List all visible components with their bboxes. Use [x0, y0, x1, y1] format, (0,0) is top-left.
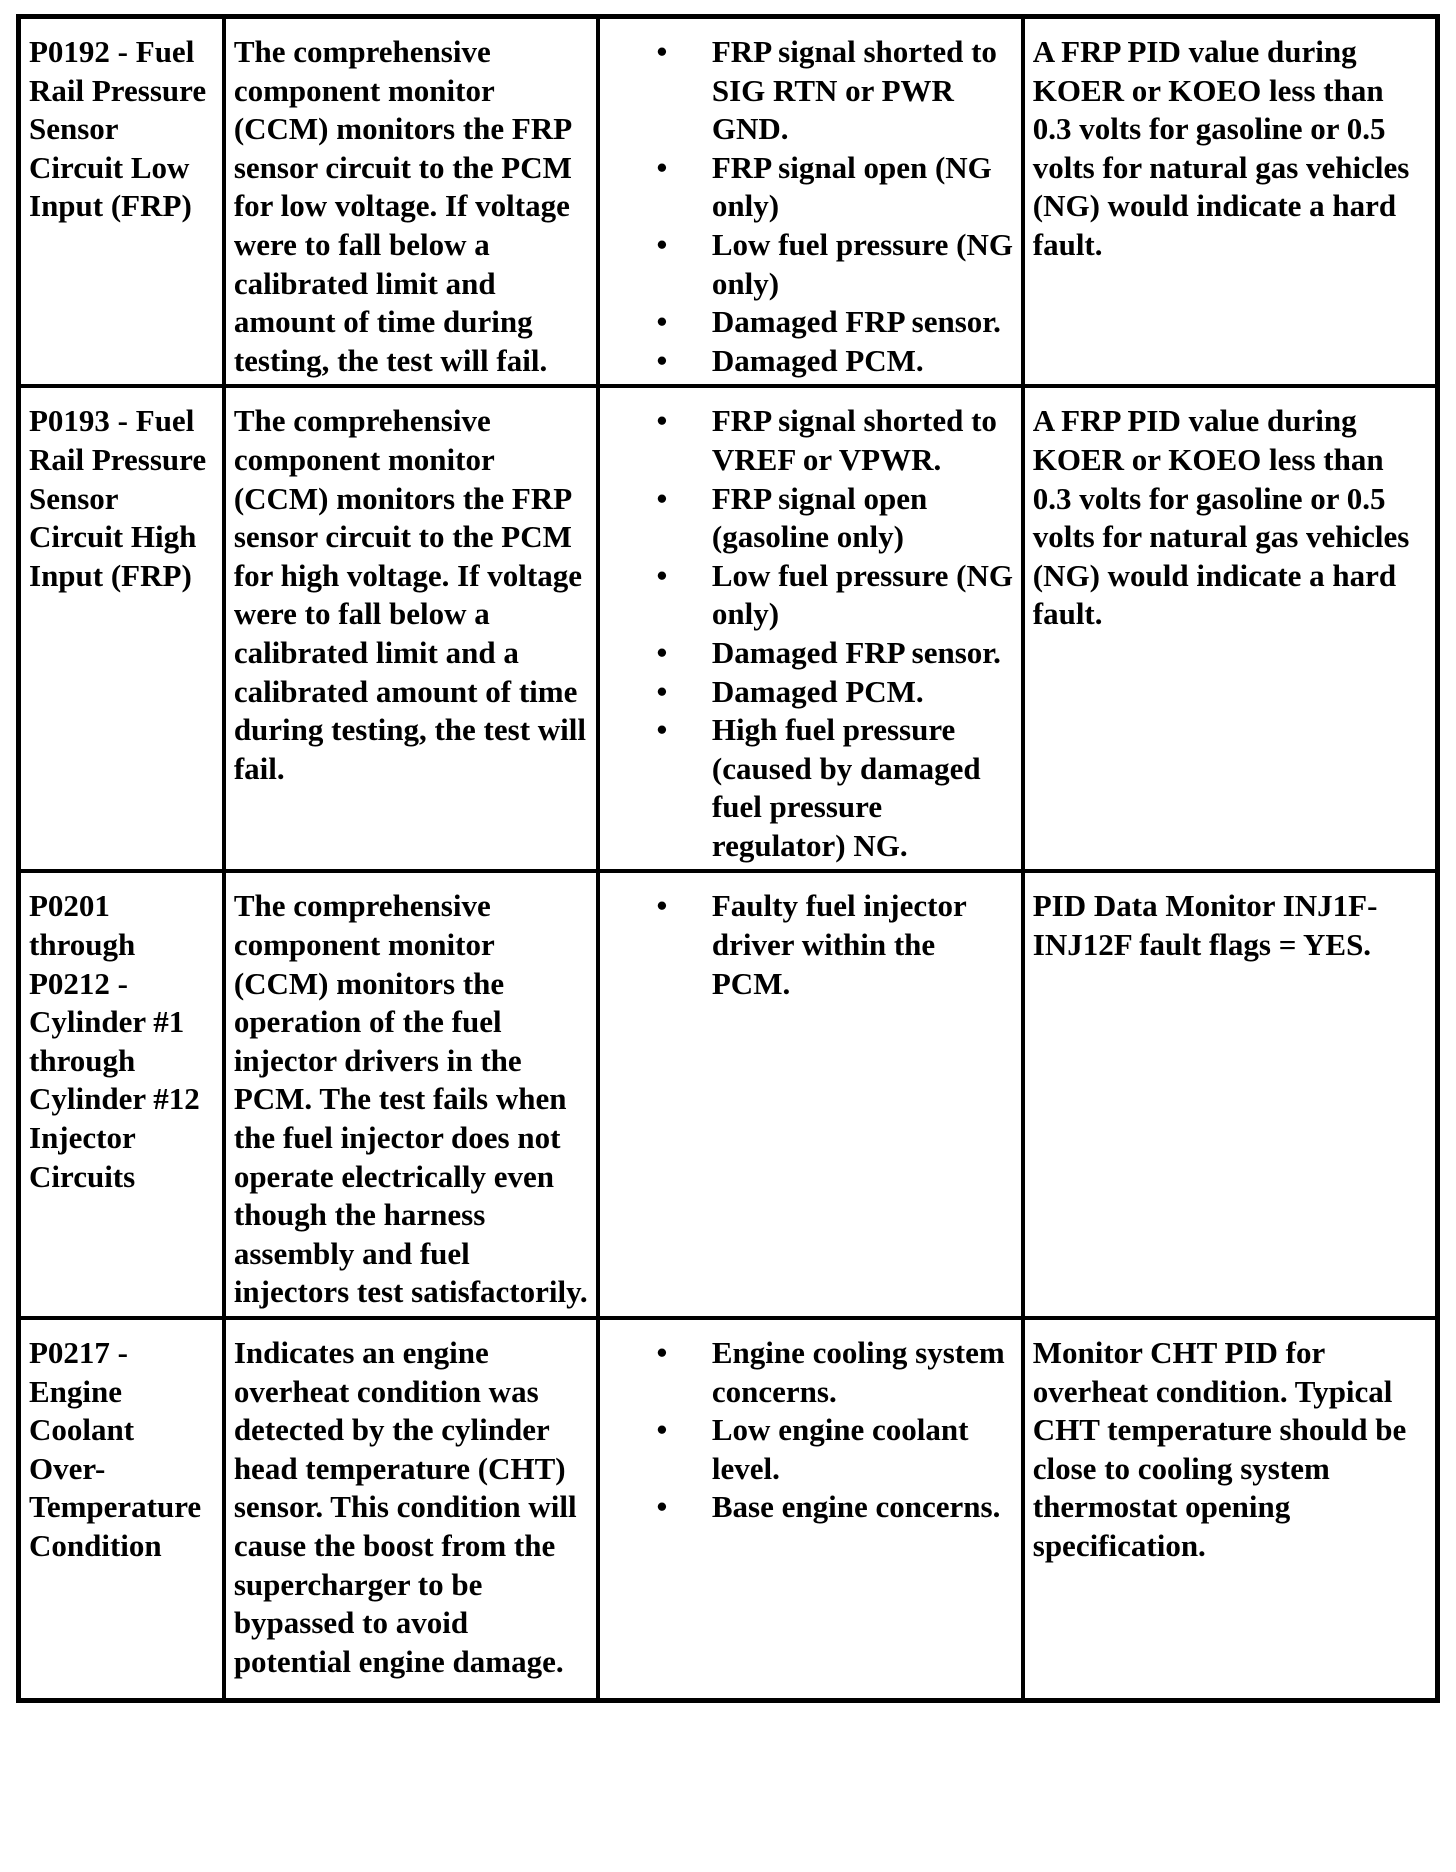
list-item: • Damaged PCM.: [608, 342, 1015, 381]
causes-list: [608, 1334, 1015, 1527]
dtc-table: [16, 14, 1440, 1703]
table-row: [19, 386, 1438, 871]
dtc-code-cell: P0201 through P0212 - Cylinder #1 through Cylinder #12 Injector Circuits: [19, 871, 224, 1318]
list-item: • Damaged FRP sensor.: [608, 634, 1015, 673]
list-item: • Faulty fuel injector driver within the PCM.: [608, 887, 1015, 1003]
description-cell: Indicates an engine overheat condition was detected by the cylinder head temperature (CHT) sensor. This condition will cause the boost from the supercharger to be bypassed to avoid potential engine damage.: [224, 1318, 598, 1700]
list-item: • High fuel pressure (caused by damaged fuel pressure regulator) NG.: [608, 711, 1015, 865]
list-item: • Base engine concerns.: [608, 1488, 1015, 1527]
list-item: • Damaged FRP sensor.: [608, 303, 1015, 342]
bullet-icon: •: [656, 1412, 668, 1448]
list-item: • FRP signal open (NG only): [608, 149, 1015, 226]
bullet-icon: •: [656, 673, 668, 709]
causes-list: [608, 402, 1015, 865]
list-item: • FRP signal shorted to SIG RTN or PWR GND.: [608, 33, 1015, 149]
list-item: • FRP signal shorted to VREF or VPWR.: [608, 402, 1015, 479]
table-row: [19, 1318, 1438, 1700]
list-item: • FRP signal open (gasoline only): [608, 480, 1015, 557]
list-item: • Low engine coolant level.: [608, 1411, 1015, 1488]
bullet-icon: •: [656, 480, 668, 516]
diagnostic-check-cell: A FRP PID value during KOER or KOEO less than 0.3 volts for gasoline or 0.5 volts for natural gas vehicles (NG) would indicate a hard fault.: [1023, 386, 1438, 871]
description-cell: The comprehensive component monitor (CCM) monitors the FRP sensor circuit to the PCM for low voltage. If voltage were to fall below a calibrated limit and amount of time during testing, the test will fail.: [224, 17, 598, 387]
diagnostic-check-cell: PID Data Monitor INJ1F-INJ12F fault flags = YES.: [1023, 871, 1438, 1318]
table-row: [19, 17, 1438, 387]
bullet-icon: •: [656, 149, 668, 185]
bullet-icon: •: [656, 403, 668, 439]
table-row: [19, 871, 1438, 1318]
possible-causes-cell: [598, 386, 1023, 871]
list-item: • Damaged PCM.: [608, 673, 1015, 712]
dtc-code-cell: P0193 - Fuel Rail Pressure Sensor Circuit High Input (FRP): [19, 386, 224, 871]
list-item: • Low fuel pressure (NG only): [608, 226, 1015, 303]
possible-causes-cell: [598, 1318, 1023, 1700]
list-item: • Low fuel pressure (NG only): [608, 557, 1015, 634]
dtc-code-cell: P0192 - Fuel Rail Pressure Sensor Circuit Low Input (FRP): [19, 17, 224, 387]
bullet-icon: •: [656, 712, 668, 748]
bullet-icon: •: [656, 557, 668, 593]
causes-list: [608, 33, 1015, 380]
causes-list: [608, 887, 1015, 1003]
list-item: • Engine cooling system concerns.: [608, 1334, 1015, 1411]
bullet-icon: •: [656, 34, 668, 69]
bullet-icon: •: [656, 1335, 668, 1370]
possible-causes-cell: [598, 871, 1023, 1318]
description-cell: The comprehensive component monitor (CCM) monitors the FRP sensor circuit to the PCM for high voltage. If voltage were to fall below a calibrated limit and a calibrated amount of time during testing, the test will fail.: [224, 386, 598, 871]
bullet-icon: •: [656, 304, 668, 340]
description-cell: The comprehensive component monitor (CCM) monitors the operation of the fuel injector drivers in the PCM. The test fails when the fuel injector does not operate electrically even though the harness assembly and fuel injectors test satisfactorily.: [224, 871, 598, 1318]
diagnostic-check-cell: A FRP PID value during KOER or KOEO less than 0.3 volts for gasoline or 0.5 volts for natural gas vehicles (NG) would indicate a hard fault.: [1023, 17, 1438, 387]
possible-causes-cell: [598, 17, 1023, 387]
bullet-icon: •: [656, 342, 668, 378]
bullet-icon: •: [656, 888, 668, 924]
dtc-code-cell: P0217 - Engine Coolant Over-Temperature Condition: [19, 1318, 224, 1700]
bullet-icon: •: [656, 226, 668, 262]
bullet-icon: •: [656, 634, 668, 670]
diagnostic-check-cell: Monitor CHT PID for overheat condition. Typical CHT temperature should be close to cooling system thermostat opening specification.: [1023, 1318, 1438, 1700]
bullet-icon: •: [656, 1489, 668, 1525]
